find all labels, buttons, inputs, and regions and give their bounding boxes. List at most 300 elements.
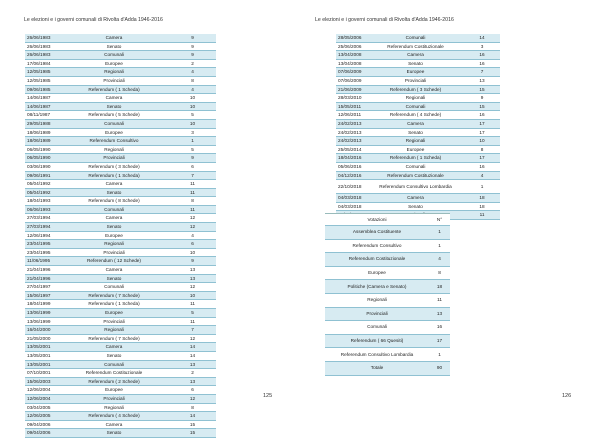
election-type: Senato: [367, 202, 464, 211]
election-count: 18: [464, 202, 500, 211]
election-date: 03/04/2005: [25, 403, 59, 412]
table-row: [25, 317, 216, 326]
election-count: 8: [169, 197, 216, 206]
election-date: 13/05/2001: [25, 351, 59, 360]
table-row: [336, 102, 500, 111]
election-type: Referendum ( 8 Schede): [59, 197, 169, 206]
table-row: [25, 102, 216, 111]
election-count: 2: [169, 369, 216, 378]
election-count: 17: [464, 154, 500, 163]
election-count: 15: [169, 429, 216, 438]
summary-count: 4: [429, 253, 450, 267]
election-date: 06/05/1990: [25, 154, 59, 163]
election-type: Senato: [59, 223, 169, 232]
election-date: 04/12/2016: [336, 171, 367, 180]
election-type: Comunali: [367, 102, 464, 111]
election-type: Referendum ( 1 Scheda): [59, 300, 169, 309]
election-date: 05/04/1992: [25, 188, 59, 197]
election-date: 09/06/1991: [25, 171, 59, 180]
election-date: 15/05/2011: [336, 102, 367, 111]
election-date: 12/06/1994: [25, 231, 59, 240]
election-type: Senato: [367, 128, 464, 137]
election-count: 10: [169, 102, 216, 111]
election-count: 4: [464, 171, 500, 180]
summary-header-row: [325, 214, 450, 226]
election-date: 18/04/1999: [25, 300, 59, 309]
election-date: 07/10/2001: [25, 369, 59, 378]
summary-row: [325, 293, 450, 307]
summary-count: 13: [429, 307, 450, 321]
election-date: 11/06/1995: [25, 257, 59, 266]
election-type: Referendum ( 3 Schede): [59, 162, 169, 171]
election-type: Provinciali: [59, 76, 169, 85]
election-count: 1: [169, 137, 216, 146]
election-date: 06/06/1993: [25, 205, 59, 214]
table-row: [25, 248, 216, 257]
election-date: 22/10/2018: [336, 180, 367, 194]
election-type: Senato: [59, 188, 169, 197]
election-count: 11: [169, 317, 216, 326]
election-type: Referendum ( 4 Schede): [59, 412, 169, 421]
election-type: Comunali: [59, 205, 169, 214]
summary-header-votazioni: Votazioni: [325, 214, 429, 226]
election-date: 13/04/2008: [336, 51, 367, 60]
election-type: Referendum Costituzionale: [367, 171, 464, 180]
election-count: 10: [169, 119, 216, 128]
summary-label: Assemblea Costituente: [325, 226, 429, 240]
table-row: [25, 111, 216, 120]
table-row: [25, 386, 216, 395]
election-count: 2: [169, 59, 216, 68]
summary-count: 8: [429, 266, 450, 280]
election-type: Referendum Consultivo: [59, 137, 169, 146]
election-count: 9: [464, 94, 500, 103]
election-type: Europee: [367, 145, 464, 154]
summary-count: 90: [429, 361, 450, 375]
table-row: [336, 145, 500, 154]
election-count: 4: [169, 85, 216, 94]
election-count: 17: [464, 119, 500, 128]
election-date: 18/06/1989: [25, 128, 59, 137]
election-date: 18/04/1993: [25, 197, 59, 206]
election-type: Europee: [59, 309, 169, 318]
election-date: 25/06/2006: [336, 42, 367, 51]
election-count: 13: [464, 76, 500, 85]
election-type: Comunali: [59, 360, 169, 369]
election-count: 3: [464, 42, 500, 51]
election-type: Referendum ( 2 Schede): [59, 377, 169, 386]
election-count: 16: [464, 162, 500, 171]
summary-table: [325, 213, 450, 376]
election-count: 9: [169, 42, 216, 51]
election-count: 12: [169, 214, 216, 223]
table-row: [25, 403, 216, 412]
election-type: Referendum ( 1 Scheda): [59, 171, 169, 180]
election-type: Senato: [367, 59, 464, 68]
election-count: 9: [169, 154, 216, 163]
election-count: 10: [169, 291, 216, 300]
table-row: [25, 326, 216, 335]
table-row: [336, 59, 500, 68]
election-count: 10: [169, 94, 216, 103]
summary-label: Referendum Costituzionale: [325, 253, 429, 267]
election-type: Regionali: [367, 94, 464, 103]
summary-label: Provinciali: [325, 307, 429, 321]
table-row: [25, 68, 216, 77]
election-type: Comunali: [59, 119, 169, 128]
election-count: 7: [169, 326, 216, 335]
election-type: Regionali: [59, 403, 169, 412]
election-date: 08/11/1987: [25, 111, 59, 120]
table-row: [25, 59, 216, 68]
election-count: 13: [169, 266, 216, 275]
election-date: 28/05/2006: [336, 34, 367, 42]
summary-label: Europee: [325, 266, 429, 280]
election-type: Camera: [367, 194, 464, 203]
election-count: 11: [169, 188, 216, 197]
table-row: [25, 274, 216, 283]
election-date: 24/02/2013: [336, 119, 367, 128]
election-type: Referendum Costituzionale: [367, 42, 464, 51]
summary-count: 1: [429, 226, 450, 240]
election-count: 11: [169, 205, 216, 214]
election-date: 18/04/2016: [336, 154, 367, 163]
election-count: 6: [169, 162, 216, 171]
election-count: 18: [464, 194, 500, 203]
election-type: Comunali: [59, 51, 169, 60]
election-type: Referendum Costituzionale: [59, 369, 169, 378]
election-count: 14: [169, 412, 216, 421]
election-count: 11: [464, 211, 500, 220]
summary-row: [325, 307, 450, 321]
election-type: Referendum ( 1 Scheda): [367, 154, 464, 163]
election-type: Europee: [367, 68, 464, 77]
table-row: [336, 119, 500, 128]
election-date: 04/03/2018: [336, 202, 367, 211]
right-page: [300, 0, 600, 424]
election-date: 05/06/2016: [336, 162, 367, 171]
election-date: 12/06/2011: [336, 111, 367, 120]
election-type: Comunali: [367, 34, 464, 42]
election-count: 15: [464, 85, 500, 94]
election-type: Referendum ( 4 Schede): [367, 111, 464, 120]
table-row: [336, 111, 500, 120]
table-row: [336, 162, 500, 171]
election-type: Provinciali: [59, 394, 169, 403]
table-row: [25, 420, 216, 429]
table-row: [25, 257, 216, 266]
election-type: Regionali: [59, 240, 169, 249]
election-date: 12/05/1985: [25, 76, 59, 85]
election-count: 4: [169, 231, 216, 240]
table-row: [336, 137, 500, 146]
election-date: 27/03/1994: [25, 214, 59, 223]
election-date: 26/06/1983: [25, 34, 59, 42]
table-row: [336, 194, 500, 203]
election-count: 13: [169, 360, 216, 369]
table-row: [25, 300, 216, 309]
election-count: 8: [169, 403, 216, 412]
election-type: Senato: [59, 102, 169, 111]
election-count: 8: [169, 76, 216, 85]
election-type: Provinciali: [59, 154, 169, 163]
page-number: 126: [562, 393, 572, 399]
election-type: Referendum ( 7 Schede): [59, 334, 169, 343]
table-row: [25, 369, 216, 378]
election-date: 18/06/1989: [25, 137, 59, 146]
table-row: [336, 154, 500, 163]
table-row: [25, 360, 216, 369]
elections-table-right: [336, 34, 500, 220]
election-count: 1: [464, 180, 500, 194]
election-date: 07/06/2009: [336, 76, 367, 85]
election-date: 07/06/2009: [336, 68, 367, 77]
election-type: Referendum ( 12 Schede): [59, 257, 169, 266]
election-type: Europee: [59, 386, 169, 395]
table-row: [25, 205, 216, 214]
election-type: Provinciali: [367, 76, 464, 85]
election-date: 16/04/2000: [25, 326, 59, 335]
table-row: [25, 34, 216, 42]
election-date: 17/06/1984: [25, 59, 59, 68]
election-date: 12/06/2004: [25, 394, 59, 403]
election-type: Provinciali: [59, 317, 169, 326]
election-type: Camera: [59, 34, 169, 42]
election-count: 16: [464, 51, 500, 60]
election-count: 17: [464, 128, 500, 137]
summary-count: 17: [429, 334, 450, 348]
election-date: 23/04/1995: [25, 248, 59, 257]
table-row: [25, 309, 216, 318]
table-row: [25, 231, 216, 240]
election-type: Regionali: [59, 145, 169, 154]
summary-count: 11: [429, 293, 450, 307]
election-date: 13/04/2008: [336, 59, 367, 68]
election-type: Referendum ( 3 Schede): [367, 85, 464, 94]
election-type: Camera: [59, 94, 169, 103]
summary-label: Regionali: [325, 293, 429, 307]
election-count: 6: [169, 240, 216, 249]
election-date: 09/04/2006: [25, 420, 59, 429]
election-type: Senato: [59, 42, 169, 51]
election-count: 9: [169, 257, 216, 266]
election-date: 12/06/2004: [25, 386, 59, 395]
election-count: 11: [169, 180, 216, 189]
table-row: [25, 119, 216, 128]
election-date: 27/04/1997: [25, 283, 59, 292]
summary-row: [325, 239, 450, 253]
election-type: Referendum ( 1 Scheda): [59, 85, 169, 94]
election-date: 12/05/1985: [25, 68, 59, 77]
summary-count: 1: [429, 239, 450, 253]
election-date: 13/06/1999: [25, 317, 59, 326]
election-count: 13: [169, 274, 216, 283]
summary-row: [325, 334, 450, 348]
election-type: Referendum ( 5 Schede): [59, 111, 169, 120]
election-type: Provinciali: [59, 248, 169, 257]
election-count: 15: [464, 102, 500, 111]
summary-label: Referendum ( 66 Quesiti): [325, 334, 429, 348]
election-type: Senato: [59, 274, 169, 283]
election-date: 03/06/1990: [25, 162, 59, 171]
summary-count: 1: [429, 348, 450, 362]
running-header: Le elezioni e i governi comunali di Rivolta d'Adda 1946-2016: [315, 17, 454, 23]
elections-table-left: [25, 34, 216, 438]
election-count: 5: [169, 111, 216, 120]
table-row: [336, 202, 500, 211]
table-row: [25, 162, 216, 171]
election-type: Comunali: [367, 162, 464, 171]
page-number: 125: [263, 393, 273, 399]
election-type: Referendum ( 7 Schede): [59, 291, 169, 300]
election-count: 16: [464, 59, 500, 68]
election-type: Senato: [59, 429, 169, 438]
election-date: 24/02/2013: [336, 128, 367, 137]
table-row: [25, 137, 216, 146]
election-count: 4: [169, 68, 216, 77]
election-date: 15/06/2003: [25, 377, 59, 386]
election-type: Camera: [59, 266, 169, 275]
table-row: [25, 412, 216, 421]
table-row: [25, 266, 216, 275]
table-row: [25, 94, 216, 103]
table-row: [25, 291, 216, 300]
election-type: Regionali: [367, 137, 464, 146]
election-count: 9: [169, 51, 216, 60]
election-count: 14: [464, 34, 500, 42]
election-count: 12: [169, 394, 216, 403]
election-count: 10: [464, 137, 500, 146]
summary-label: Referendum Consultivo: [325, 239, 429, 253]
election-type: Europee: [59, 128, 169, 137]
election-count: 5: [169, 309, 216, 318]
election-date: 21/06/2009: [336, 85, 367, 94]
election-count: 3: [169, 128, 216, 137]
table-row: [25, 171, 216, 180]
election-date: 13/05/2001: [25, 360, 59, 369]
table-row: [25, 180, 216, 189]
election-type: Camera: [367, 51, 464, 60]
election-type: Comunali: [59, 283, 169, 292]
summary-label: Referendum Consultivo Lombardia: [325, 348, 429, 362]
table-row: [336, 171, 500, 180]
table-row: [25, 377, 216, 386]
election-date: 13/06/1999: [25, 309, 59, 318]
table-row: [336, 94, 500, 103]
election-count: 6: [169, 386, 216, 395]
table-row: [25, 394, 216, 403]
election-type: Referendum Consultivo Lombardia: [367, 180, 464, 194]
table-row: [336, 42, 500, 51]
election-type: Regionali: [59, 326, 169, 335]
election-count: 5: [169, 145, 216, 154]
table-row: [25, 76, 216, 85]
election-type: Camera: [367, 119, 464, 128]
table-row: [25, 145, 216, 154]
summary-row: [325, 280, 450, 294]
table-row: [25, 197, 216, 206]
table-row: [25, 351, 216, 360]
election-date: 09/04/2006: [25, 429, 59, 438]
election-type: Camera: [59, 214, 169, 223]
summary-label: Comunali: [325, 321, 429, 335]
election-count: 12: [169, 283, 216, 292]
summary-row: [325, 226, 450, 240]
election-date: 09/06/1985: [25, 85, 59, 94]
election-count: 9: [169, 34, 216, 42]
election-count: 14: [169, 351, 216, 360]
summary-row: [325, 266, 450, 280]
summary-count: 16: [429, 321, 450, 335]
election-count: 7: [169, 171, 216, 180]
election-count: 13: [169, 377, 216, 386]
election-count: 16: [464, 111, 500, 120]
election-count: 7: [464, 68, 500, 77]
summary-label: Politiche (Camera e Senato): [325, 280, 429, 294]
election-type: Camera: [59, 343, 169, 352]
election-date: 26/06/1983: [25, 42, 59, 51]
table-row: [25, 240, 216, 249]
election-type: Senato: [59, 351, 169, 360]
election-date: 14/06/1987: [25, 94, 59, 103]
table-row: [336, 34, 500, 42]
election-date: 13/05/2001: [25, 343, 59, 352]
election-date: 21/05/2000: [25, 334, 59, 343]
election-date: 05/04/1992: [25, 180, 59, 189]
election-count: 12: [169, 223, 216, 232]
election-date: 04/03/2018: [336, 194, 367, 203]
table-row: [25, 42, 216, 51]
table-row: [336, 180, 500, 194]
election-count: 15: [169, 420, 216, 429]
summary-row: [325, 348, 450, 362]
table-row: [25, 343, 216, 352]
summary-row: [325, 253, 450, 267]
left-page: [0, 0, 300, 436]
election-count: 12: [169, 334, 216, 343]
table-row: [336, 51, 500, 60]
election-date: 23/04/1995: [25, 240, 59, 249]
summary-row: [325, 321, 450, 335]
table-row: [25, 283, 216, 292]
election-type: Camera: [59, 420, 169, 429]
running-header: Le elezioni e i governi comunali di Rivolta d'Adda 1946-2016: [24, 17, 163, 23]
election-date: 21/04/1996: [25, 266, 59, 275]
summary-count: 18: [429, 280, 450, 294]
table-row: [336, 68, 500, 77]
election-date: 12/06/2005: [25, 412, 59, 421]
table-row: [25, 51, 216, 60]
election-count: 8: [464, 145, 500, 154]
table-row: [336, 85, 500, 94]
summary-label: Totale: [325, 361, 429, 375]
summary-row: [325, 361, 450, 375]
election-count: 14: [169, 343, 216, 352]
election-date: 14/06/1987: [25, 102, 59, 111]
election-date: 25/05/2014: [336, 145, 367, 154]
table-row: [25, 154, 216, 163]
election-type: Regionali: [59, 68, 169, 77]
election-type: Camera: [59, 180, 169, 189]
table-row: [25, 223, 216, 232]
table-row: [25, 188, 216, 197]
table-row: [25, 85, 216, 94]
election-date: 29/05/1988: [25, 119, 59, 128]
election-date: 24/02/2013: [336, 137, 367, 146]
table-row: [25, 334, 216, 343]
election-date: 28/03/2010: [336, 94, 367, 103]
summary-header-count: N°: [429, 214, 450, 226]
